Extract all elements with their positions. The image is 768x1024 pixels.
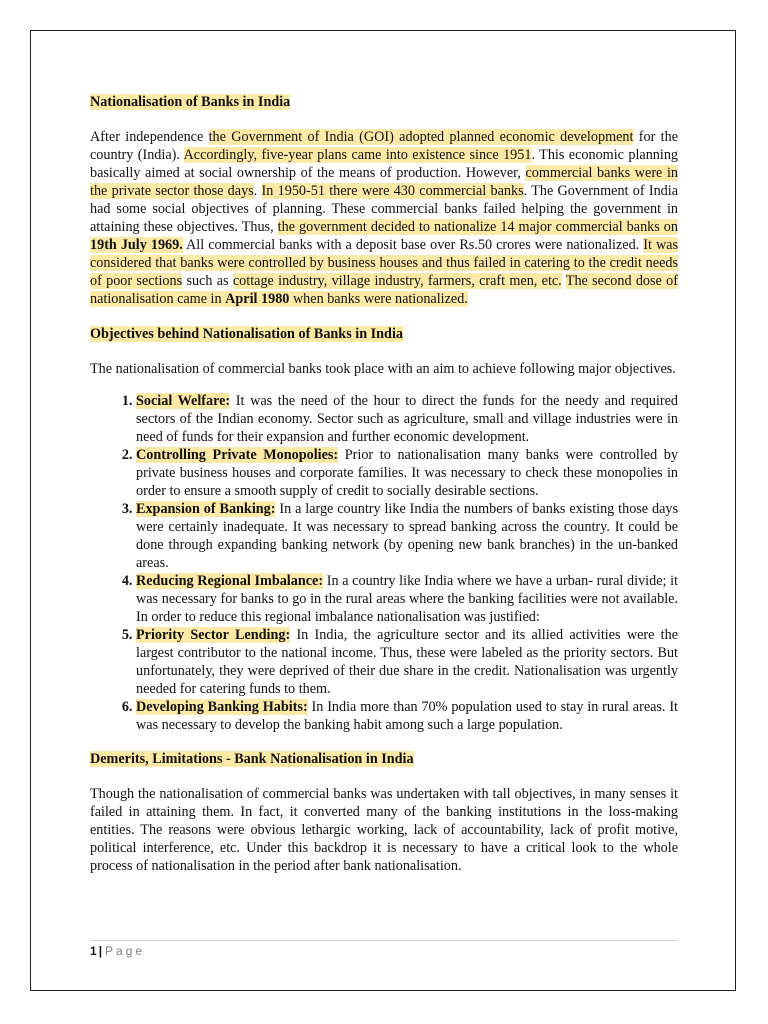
heading-objectives: Objectives behind Nationalisation of Banks in India [90,326,403,342]
objectives-list [90,392,678,734]
paragraph-demerits: Though the nationalisation of commercial banks was undertaken with tall objectives, in many senses it failed in attaining them. In fact, it converted many of the banking institutions in the loss-making entities. The reasons were obvious lethargic working, lack of accountability, lack of profit motive, political interference, etc. Under this backdrop it is necessary to have a critical look to the whole process of nationalisation in the period after bank nationalisation. [90,786,678,874]
heading-demerits: Demerits, Limitations - Bank Nationalisation in India [90,751,414,767]
document-body [90,93,678,875]
list-item: 3. Expansion of Banking: In a large country like India the numbers of banks existing those days were certainly inadequate. It was necessary to spread banking across the country. It could be done through expanding banking network (by opening new bank branches) in the un-banked areas. [136,500,678,572]
footer-separator: | [98,944,103,958]
page-number: 1 [90,944,97,958]
list-item: 2. Controlling Private Monopolies: Prior to nationalisation many banks were controlled by private business houses and corporate families. It was necessary to check these monopolies in order to ensure a smooth supply of credit to socially desirable sections. [136,446,678,500]
paragraph-objectives-intro: The nationalisation of commercial banks took place with an aim to achieve following major objectives. [90,361,676,377]
page-label: Page [105,944,146,958]
page-footer [90,944,145,958]
paragraph-intro: After independence the Government of India (GOI) adopted planned economic development for the country (India). Accordingly, five-year plans came into existence since 1951. This economic planning basically aimed at social ownership of the means of production. However, commercial banks were in the private sector those days. In 1950-51 there were 430 commercial banks. The Government of India had some social objectives of planning. These commercial banks failed helping the government in attaining these objectives. Thus, the government decided to nationalize 14 major commercial banks on 19th July 1969. All commercial banks with a deposit base over Rs.50 crores were nationalized. It was considered that banks were controlled by business houses and thus failed in catering to the credit needs of poor sections such as cottage industry, village industry, farmers, craft men, etc. The second dose of nationalisation came in April 1980 when banks were nationalized. [90,129,679,307]
list-item: 6. Developing Banking Habits: In India more than 70% population used to stay in rural areas. It was necessary to develop the banking habit among such a large population. [136,698,678,734]
footer-divider [90,940,678,941]
list-item: 4. Reducing Regional Imbalance: In a country like India where we have a urban- rural divide; it was necessary for banks to go in the rural areas where the banking facilities were not available. In order to reduce this regional imbalance nationalisation was justified: [136,572,678,626]
heading-nationalisation: Nationalisation of Banks in India [90,94,291,110]
list-item: 5. Priority Sector Lending: In India, the agriculture sector and its allied activities were the largest contributor to the national income. Thus, these were labeled as the priority sectors. But unfortunately, they were deprived of their due share in the credit. Nationalisation was urgently needed for catering funds to them. [136,626,678,698]
list-item: 1. Social Welfare: It was the need of the hour to direct the funds for the needy and required sectors of the Indian economy. Sector such as agriculture, small and village industries were in need of funds for their expansion and further economic development. [136,392,678,446]
